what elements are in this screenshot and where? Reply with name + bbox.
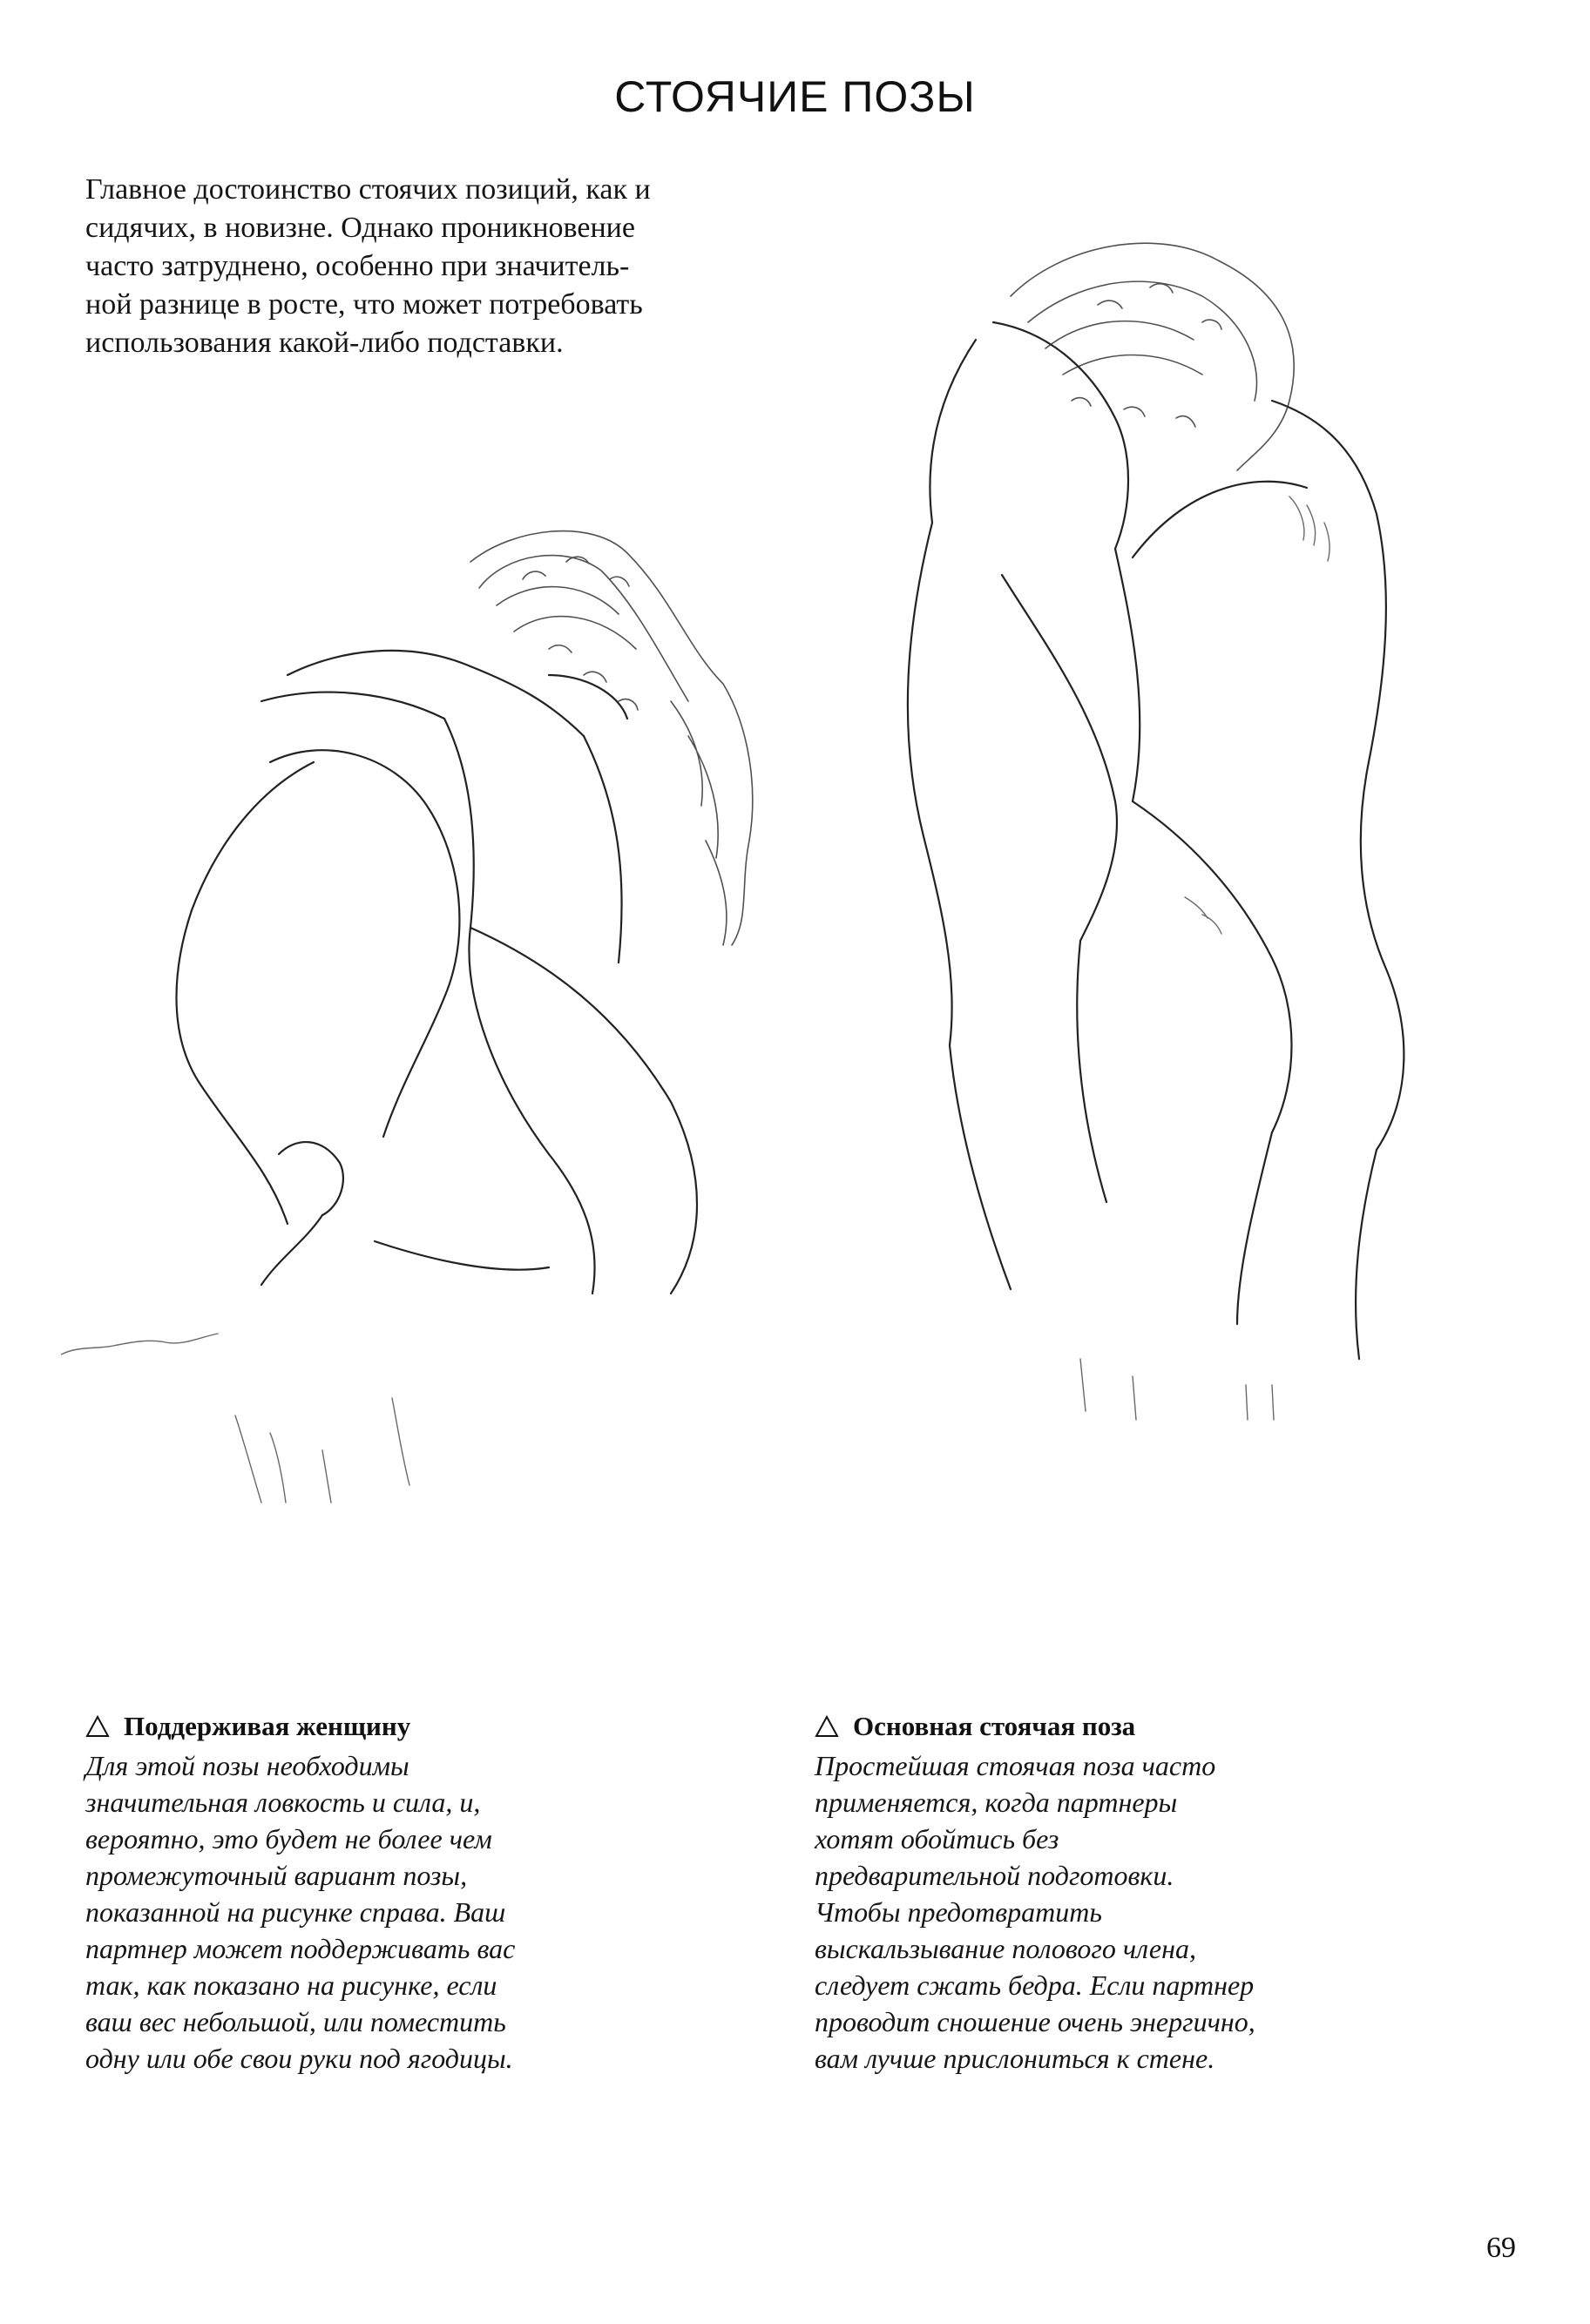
intro-paragraph xyxy=(85,171,782,362)
caption-line: следует сжать бедра. Если партнер xyxy=(815,1969,1255,2001)
caption-line: применяется, когда партнеры xyxy=(815,1787,1178,1818)
caption-line: так, как показано на рисунке, если xyxy=(85,1969,497,2001)
caption-line: одну или обе свои руки под ягодицы. xyxy=(85,2043,513,2074)
caption-heading-text: Поддерживая женщину xyxy=(124,1711,411,1741)
caption-line: Чтобы предотвратить xyxy=(815,1896,1102,1928)
illustration-right xyxy=(871,226,1568,1490)
triangle-icon xyxy=(815,1714,839,1739)
intro-line: ной разнице в росте, что может потребовать xyxy=(85,288,643,321)
caption-line: Простейшая стоячая поза часто xyxy=(815,1750,1216,1781)
intro-line: сидячих, в новизне. Однако проникновение xyxy=(85,212,635,244)
caption-body-left xyxy=(85,1747,713,2077)
caption-line: Для этой позы необходимы xyxy=(85,1750,409,1781)
caption-line: выскальзывание полового члена, xyxy=(815,1933,1196,1964)
intro-line: часто затруднено, особенно при значитель- xyxy=(85,250,630,282)
caption-heading-text: Основная стоячая поза xyxy=(853,1711,1136,1741)
caption-left xyxy=(85,1709,713,2077)
caption-line: промежуточный вариант позы, xyxy=(85,1860,468,1891)
caption-line: вам лучше прислониться к стене. xyxy=(815,2043,1215,2074)
intro-line: использования какой-либо подставки. xyxy=(85,327,564,359)
caption-right xyxy=(815,1709,1442,2077)
intro-line: Главное достоинство стоячих позиций, как и xyxy=(85,173,651,206)
caption-line: вероятно, это будет не более чем xyxy=(85,1823,492,1854)
caption-line: ваш вес небольшой, или поместить xyxy=(85,2006,506,2037)
illustration-left xyxy=(61,475,810,1520)
page-number: 69 xyxy=(1486,2232,1516,2264)
caption-heading-left xyxy=(85,1709,713,1744)
caption-body-right xyxy=(815,1747,1442,2077)
caption-line: проводит сношение очень энергично, xyxy=(815,2006,1255,2037)
caption-line: партнер может поддерживать вас xyxy=(85,1933,516,1964)
caption-line: хотят обойтись без xyxy=(815,1823,1059,1854)
page-title: СТОЯЧИЕ ПОЗЫ xyxy=(614,72,976,121)
caption-line: значительная ловкость и сила, и, xyxy=(85,1787,481,1818)
caption-line: показанной на рисунке справа. Ваш xyxy=(85,1896,506,1928)
triangle-icon xyxy=(85,1714,110,1739)
caption-line: предварительной подготовки. xyxy=(815,1860,1174,1891)
caption-heading-right xyxy=(815,1709,1442,1744)
